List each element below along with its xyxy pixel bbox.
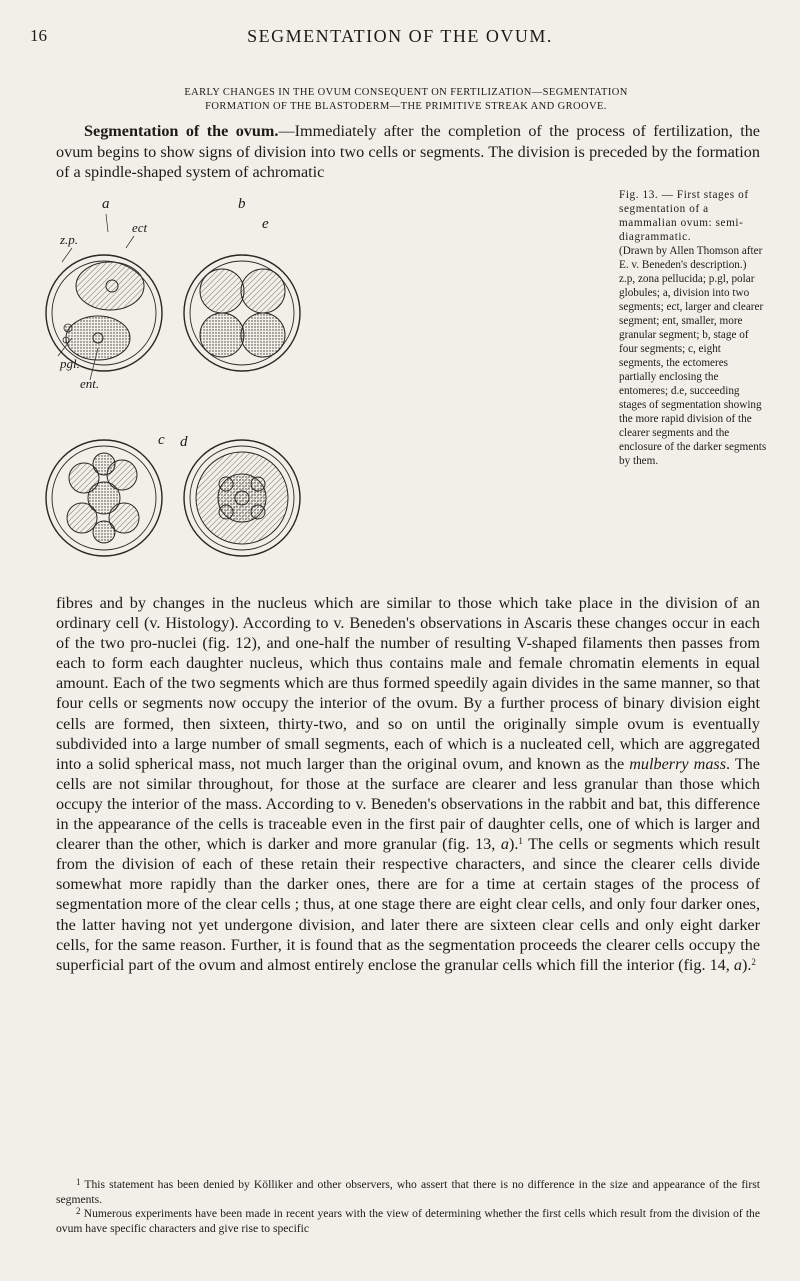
footnote-text-1: This statement has been denied by Kölliker and other observers, who assert that there is no difference in the size and appearance of the first segments. <box>56 1178 760 1206</box>
term-mulberry-mass: mulberry mass <box>629 754 727 773</box>
footnote-mark-1: 1 <box>76 1177 81 1187</box>
fig-ref-a-2: a <box>733 955 742 974</box>
footnote-2 <box>56 1207 760 1236</box>
footnote-text-2: Numerous experiments have been made in recent years with the view of determining whether the first cells which result from the division of the ovum have specific characters and give rise to specific <box>56 1207 760 1235</box>
section-heading-line-1: EARLY CHANGES IN THE OVUM CONSEQUENT ON FERTILIZATION—SEGMENTATION <box>184 87 628 98</box>
figure-13 <box>62 188 676 588</box>
section-heading <box>56 86 756 114</box>
body-paragraph <box>56 593 760 975</box>
label-b: b <box>238 196 246 212</box>
footnote-mark-2: 2 <box>76 1206 81 1216</box>
caption-credit: (Drawn by Allen Thomson after E. v. Beneden's description.) <box>619 245 763 271</box>
stage-d-ovum <box>184 440 300 556</box>
label-d: d <box>180 434 188 450</box>
footnote-1 <box>56 1178 760 1207</box>
label-zp: z.p. <box>60 232 79 247</box>
label-a: a <box>102 196 110 212</box>
label-e: e <box>262 216 269 232</box>
footnote-ref-1[interactable]: 1 <box>518 836 523 847</box>
body-text-2: . The cells are not similar throughout, for those at the surface are clearer and less granular than those which occupy the interior of the mass. According to v. Beneden's observations in the rabbit and bat, this difference in the appearance of the cells is traceable even in the first pair of daughter cells, one of which is larger and clearer than the other, which is darker and more granular (fig. 13, <box>56 754 760 854</box>
segmentation-illustration <box>62 188 298 588</box>
stage-b-ovum <box>184 255 300 371</box>
caption-key: z.p, zona pellucida; p.gl, polar globules; a, division into two segments; ect, larger and clearer segment; ent, smaller, more granular segment; b, stage of four segments; c, eight segments, the ectomeres partially enclosing the entomeres; d.e, succeeding stages of segmentation showing the more rapid division of the clearer segments and the enclosure of the darker segments by them. <box>619 273 767 467</box>
body-text-1: fibres and by changes in the nucleus which are similar to those which take place in the division of an ordinary cell (v. Histology). According to v. Beneden's observations in Ascaris these changes occur in each of the two pro-nuclei (fig. 12), and one-half the number of resulting V-shaped filaments then passes from each to form each daughter nucleus, which thus contains male and female chromatin elements in equal amount. Each of the two segments which are thus formed speedily again divides in the same manner, so that four cells or segments now occupy the interior of the ovum. By a further process of binary division eight cells are formed, then sixteen, thirty-two, and so on until the originally simple ovum is eventually subdivided into a large number of small segments, each of which is a nucleated cell, which are aggregated into a solid spherical mass, not much larger than the original ovum, and known as the <box>56 594 760 773</box>
figure-caption <box>619 188 767 468</box>
intro-paragraph <box>56 121 760 183</box>
intro-text: —Immediately after the completion of the process of fertilization, the ovum begins to show signs of division into two cells or segments. The division is preceded by the formation of a spindle-shaped system of achromatic <box>56 122 760 181</box>
label-ect: ect <box>132 220 148 235</box>
body-text-5: ). <box>741 955 752 974</box>
page-number: 16 <box>30 26 47 45</box>
stage-c-ovum <box>46 440 162 556</box>
fig-ref-a-1: a <box>500 835 509 854</box>
body-text-3: ). <box>508 835 519 854</box>
footnote-ref-2[interactable]: 2 <box>751 956 756 967</box>
intro-lead: Segmentation of the ovum. <box>84 122 279 140</box>
body-text-4: The cells or segments which result from the division of each of these retain their respective characters, and since the clearer cells divide somewhat more rapidly than the darker ones, there are for a time at certain stages of the process of segmentation more of the clear cells ; thus, at one stage there are eight clear cells, and only four darker ones, the latter having not yet undergone division, and later there are sixteen clear cells and only eight darker cells, for the same reason. Further, it is found that as the segmentation proceeds the clearer cells occupy the superficial part of the ovum and almost entirely enclose the granular cells which fill the interior (fig. 14, <box>56 835 760 974</box>
stage-a-ovum <box>46 255 162 371</box>
section-heading-line-2: FORMATION OF THE BLASTODERM—THE PRIMITIVE STREAK AND GROOVE. <box>205 101 607 112</box>
running-title: SEGMENTATION OF THE OVUM. <box>247 26 553 46</box>
label-c: c <box>158 432 165 448</box>
running-head <box>30 26 770 50</box>
caption-title: Fig. 13. — First stages of segmentation of a mammalian ovum: semi-diagrammatic. <box>619 189 749 243</box>
label-ent: ent. <box>80 376 100 391</box>
footnotes <box>56 1178 760 1236</box>
label-pgl: pgl. <box>60 356 80 371</box>
